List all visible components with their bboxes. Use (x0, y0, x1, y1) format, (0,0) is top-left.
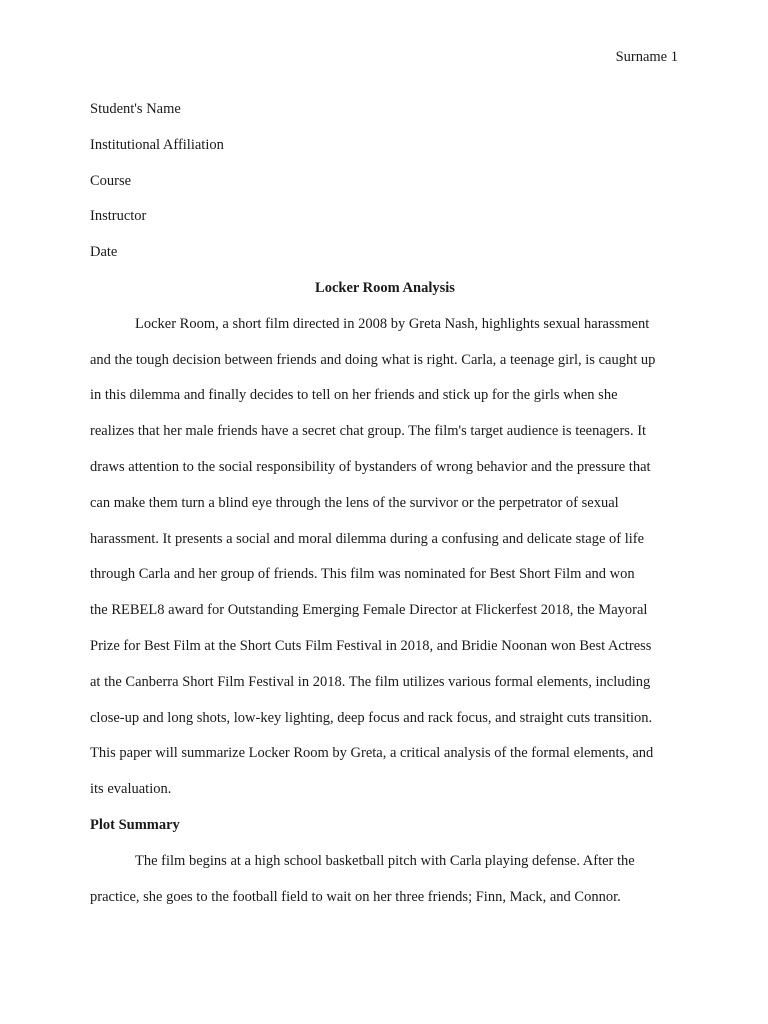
paragraph-line: the REBEL8 award for Outstanding Emerging Female Director at Flickerfest 2018, the Mayoral (90, 602, 648, 619)
course: Course (90, 172, 132, 189)
paragraph-line: This paper will summarize Locker Room by Greta, a critical analysis of the formal elements, and (90, 745, 654, 762)
running-head: Surname 1 (615, 49, 678, 65)
institutional-affiliation: Institutional Affiliation (90, 136, 224, 153)
paragraph-line: in this dilemma and finally decides to tell on her friends and stick up for the girls when she (90, 387, 618, 404)
paragraph-line: Locker Room, a short film directed in 2008 by Greta Nash, highlights sexual harassment (135, 315, 650, 332)
date: Date (90, 244, 118, 261)
student-name: Student's Name (90, 101, 181, 117)
paragraph-line: Prize for Best Film at the Short Cuts Film Festival in 2018, and Bridie Noonan won Best Actress (90, 637, 652, 654)
intro-paragraph (90, 307, 680, 808)
paragraph-line: draws attention to the social responsibility of bystanders of wrong behavior and the pressure that (90, 458, 651, 475)
instructor: Instructor (90, 208, 147, 225)
paragraph-line: and the tough decision between friends and doing what is right. Carla, a teenage girl, is caught up (90, 351, 656, 368)
plot-summary-paragraph (90, 844, 680, 916)
paper-title: Locker Room Analysis (315, 279, 455, 296)
paragraph-line: practice, she goes to the football field to wait on her three friends; Finn, Mack, and Connor. (90, 888, 621, 905)
document-body (90, 92, 680, 915)
paragraph-line: harassment. It presents a social and moral dilemma during a confusing and delicate stage of life (90, 530, 645, 547)
section-heading-plot-summary: Plot Summary (90, 816, 180, 833)
paragraph-line: close-up and long shots, low-key lighting, deep focus and rack focus, and straight cuts transition. (90, 709, 653, 726)
paragraph-line: realizes that her male friends have a secret chat group. The film's target audience is teenagers. It (90, 423, 647, 440)
paragraph-line: through Carla and her group of friends. This film was nominated for Best Short Film and won (90, 566, 635, 583)
paragraph-line: at the Canberra Short Film Festival in 2018. The film utilizes various formal elements, including (90, 673, 651, 690)
paragraph-line: can make them turn a blind eye through the lens of the survivor or the perpetrator of sexual (90, 494, 619, 511)
paragraph-line: The film begins at a high school basketball pitch with Carla playing defense. After the (135, 852, 635, 869)
paragraph-line: its evaluation. (90, 781, 172, 798)
